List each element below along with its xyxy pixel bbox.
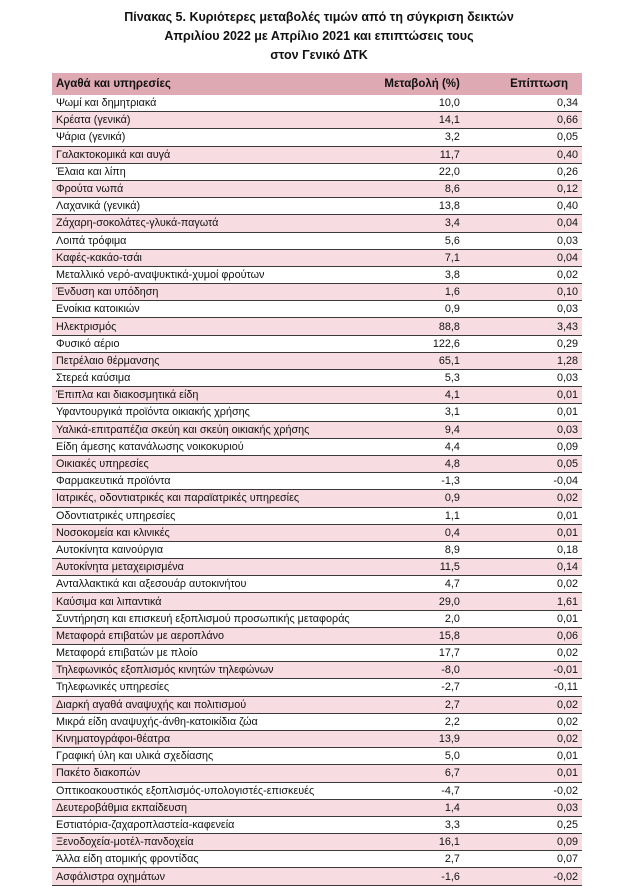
row-impact: 0,26 xyxy=(556,165,578,178)
row-item: Αυτοκίνητα καινούργια xyxy=(56,543,164,556)
row-item: Γραφική ύλη και υλικά σχεδίασης xyxy=(56,750,214,763)
row-change: 2,7 xyxy=(444,698,460,711)
row-item: Κρέατα (γενικά) xyxy=(56,114,131,127)
row-item: Συντήρηση και επισκευή εξοπλισμού προσωπικής μεταφοράς xyxy=(56,612,350,625)
table-row xyxy=(52,267,582,284)
row-item: Στερεά καύσιμα xyxy=(56,372,131,385)
row-change: 11,5 xyxy=(439,561,460,574)
row-change: 3,8 xyxy=(444,268,460,281)
table-row xyxy=(52,525,582,542)
row-impact: 0,40 xyxy=(556,148,578,161)
row-change: 10,0 xyxy=(438,97,460,110)
row-impact: 0,01 xyxy=(556,750,578,763)
table-row xyxy=(52,439,582,456)
row-item: Αυτοκίνητα μεταχειρισμένα xyxy=(56,561,184,574)
row-change: 11,7 xyxy=(439,148,460,161)
row-change: 3,4 xyxy=(444,217,460,230)
row-impact: -0,04 xyxy=(553,475,578,488)
row-impact: 0,02 xyxy=(556,578,578,591)
row-impact: -0,01 xyxy=(553,664,578,677)
table-row xyxy=(52,748,582,765)
row-impact: 0,01 xyxy=(556,526,578,539)
row-impact: 0,03 xyxy=(556,801,578,814)
row-item: Έπιπλα και διακοσμητικά είδη xyxy=(56,389,199,402)
table-row xyxy=(52,765,582,782)
row-item: Τηλεφωνικές υπηρεσίες xyxy=(56,681,170,694)
table-row xyxy=(52,645,582,662)
row-change: 0,4 xyxy=(444,526,460,539)
row-item: Πετρέλαιο θέρμανσης xyxy=(56,354,160,367)
row-change: 0,9 xyxy=(444,492,460,505)
row-item: Είδη άμεσης κατανάλωσης νοικοκυριού xyxy=(56,440,244,453)
table-row xyxy=(52,576,582,593)
row-impact: 0,10 xyxy=(556,286,578,299)
table-row xyxy=(52,404,582,421)
table-row xyxy=(52,679,582,696)
row-impact: 3,43 xyxy=(556,320,578,333)
row-change: 0,9 xyxy=(444,303,460,316)
row-item: Ξενοδοχεία-μοτέλ-πανδοχεία xyxy=(56,836,194,849)
table-row xyxy=(52,817,582,834)
table-row xyxy=(52,834,582,851)
row-item: Υφαντουργικά προϊόντα οικιακής χρήσης xyxy=(56,406,250,419)
row-item: Λοιπά τρόφιμα xyxy=(56,234,127,247)
row-impact: 0,01 xyxy=(556,389,578,402)
table-row xyxy=(52,490,582,507)
table-row xyxy=(52,714,582,731)
row-change: -1,3 xyxy=(441,475,460,488)
table-row xyxy=(52,508,582,525)
row-impact: 0,02 xyxy=(556,715,578,728)
table-row xyxy=(52,662,582,679)
row-impact: 0,18 xyxy=(556,543,578,556)
table-row xyxy=(52,233,582,250)
row-item: Μεταφορά επιβατών με αεροπλάνο xyxy=(56,629,225,642)
row-item: Ανταλλακτικά και αξεσουάρ αυτοκινήτου xyxy=(56,578,247,591)
table-row xyxy=(52,628,582,645)
row-item: Ενοίκια κατοικιών xyxy=(56,303,140,316)
row-change: 1,6 xyxy=(444,286,460,299)
row-change: 88,8 xyxy=(438,320,460,333)
row-item: Οπτικοακουστικός εξοπλισμός-υπολογιστές-επισκευές xyxy=(56,784,315,797)
row-item: Έλαια και λίπη xyxy=(56,165,126,178)
row-item: Φυσικό αέριο xyxy=(56,337,120,350)
table-row xyxy=(52,198,582,215)
row-change: 6,7 xyxy=(444,767,460,780)
table-row xyxy=(52,731,582,748)
row-change: 15,8 xyxy=(438,629,460,642)
row-impact: 0,05 xyxy=(556,131,578,144)
row-impact: 0,04 xyxy=(556,217,578,230)
row-item: Ένδυση και υπόδηση xyxy=(56,286,159,299)
row-change: 5,3 xyxy=(444,372,460,385)
row-change: 2,7 xyxy=(444,853,460,866)
row-change: 122,6 xyxy=(432,337,460,350)
row-change: 4,8 xyxy=(444,458,460,471)
row-item: Ψάρια (γενικά) xyxy=(56,131,126,144)
row-impact: 0,01 xyxy=(556,406,578,419)
table-row xyxy=(52,353,582,370)
row-item: Υαλικά-επιτραπέζια σκεύη και σκεύη οικιακής χρήσης xyxy=(56,423,310,436)
row-impact: 0,02 xyxy=(556,268,578,281)
table-row xyxy=(52,129,582,146)
table-row xyxy=(52,611,582,628)
row-change: 4,1 xyxy=(444,389,460,402)
row-item: Κινηματογράφοι-θέατρα xyxy=(56,733,171,746)
row-impact: 0,04 xyxy=(556,251,578,264)
row-impact: 0,03 xyxy=(556,372,578,385)
price-changes-table xyxy=(52,73,582,886)
row-impact: 0,14 xyxy=(556,561,578,574)
row-impact: 0,03 xyxy=(556,423,578,436)
row-change: 5,6 xyxy=(444,234,460,247)
row-item: Ψωμί και δημητριακά xyxy=(56,97,157,110)
row-impact: -0,02 xyxy=(553,784,578,797)
row-impact: 0,01 xyxy=(556,767,578,780)
table-row xyxy=(52,147,582,164)
row-change: -4,7 xyxy=(441,784,460,797)
row-change: 9,4 xyxy=(444,423,460,436)
row-impact: 0,40 xyxy=(556,200,578,213)
table-row xyxy=(52,868,582,885)
row-change: 29,0 xyxy=(438,595,460,608)
row-change: 22,0 xyxy=(438,165,460,178)
row-change: 5,0 xyxy=(444,750,460,763)
row-item: Μικρά είδη αναψυχής-άνθη-κατοικίδια ζώα xyxy=(56,715,258,728)
row-impact: 1,61 xyxy=(556,595,578,608)
row-item: Ζάχαρη-σοκολάτες-γλυκά-παγωτά xyxy=(56,217,219,230)
row-impact: 0,34 xyxy=(556,97,578,110)
row-change: -1,6 xyxy=(441,870,460,883)
row-change: 14,1 xyxy=(438,114,460,127)
row-item: Φρούτα νωπά xyxy=(56,183,124,196)
row-item: Μεταφορά επιβατών με πλοίο xyxy=(56,647,198,660)
table-row xyxy=(52,215,582,232)
row-change: 8,6 xyxy=(444,183,460,196)
row-change: -8,0 xyxy=(441,664,460,677)
row-change: 3,2 xyxy=(444,131,460,144)
row-item: Ηλεκτρισμός xyxy=(56,320,117,333)
row-item: Καύσιμα και λιπαντικά xyxy=(56,595,162,608)
table-row xyxy=(52,387,582,404)
row-impact: 0,02 xyxy=(556,492,578,505)
row-impact: 0,02 xyxy=(556,647,578,660)
table-row xyxy=(52,164,582,181)
table-title xyxy=(0,8,638,65)
row-item: Μεταλλικό νερό-αναψυκτικά-χυμοί φρούτων xyxy=(56,268,265,281)
table-row xyxy=(52,301,582,318)
row-item: Οικιακές υπηρεσίες xyxy=(56,458,149,471)
table-row xyxy=(52,783,582,800)
row-impact: 0,02 xyxy=(556,733,578,746)
row-item: Ασφάλιστρα οχημάτων xyxy=(56,870,166,883)
title-line-1: Πίνακας 5. Κυριότερες μεταβολές τιμών από τη σύγκριση δεικτών xyxy=(124,10,514,24)
row-item: Οδοντιατρικές υπηρεσίες xyxy=(56,509,176,522)
table-row xyxy=(52,336,582,353)
table-row xyxy=(52,422,582,439)
table-row xyxy=(52,851,582,868)
row-change: 3,3 xyxy=(444,818,460,831)
row-change: 17,7 xyxy=(438,647,460,660)
row-change: 7,1 xyxy=(444,251,460,264)
title-line-2: Απριλίου 2022 με Απρίλιο 2021 και επιπτώσεις τους xyxy=(164,29,474,43)
row-item: Εστιατόρια-ζαχαροπλαστεία-καφενεία xyxy=(56,818,235,831)
row-impact: 0,02 xyxy=(556,698,578,711)
row-change: 8,9 xyxy=(444,543,460,556)
table-row xyxy=(52,181,582,198)
row-impact: 0,03 xyxy=(556,234,578,247)
row-change: -2,7 xyxy=(441,681,460,694)
table-row xyxy=(52,542,582,559)
row-item: Νοσοκομεία και κλινικές xyxy=(56,526,170,539)
row-change: 2,2 xyxy=(444,715,460,728)
table-row xyxy=(52,95,582,112)
header-impact: Επίπτωση xyxy=(510,78,568,90)
table-header xyxy=(52,73,582,95)
row-impact: 0,05 xyxy=(556,458,578,471)
row-impact: 0,03 xyxy=(556,303,578,316)
row-item: Δευτεροβάθμια εκπαίδευση xyxy=(56,801,188,814)
row-change: 65,1 xyxy=(438,354,460,367)
row-impact: 0,25 xyxy=(556,818,578,831)
row-impact: -0,11 xyxy=(554,681,578,694)
table-row xyxy=(52,559,582,576)
row-item: Διαρκή αγαθά αναψυχής και πολιτισμού xyxy=(56,698,247,711)
row-impact: 0,01 xyxy=(556,612,578,625)
table-row xyxy=(52,318,582,335)
row-item: Ιατρικές, οδοντιατρικές και παραϊατρικές υπηρεσίες xyxy=(56,492,300,505)
title-line-3: στον Γενικό ΔΤΚ xyxy=(270,48,368,62)
row-change: 13,9 xyxy=(438,733,460,746)
row-impact: 0,06 xyxy=(556,629,578,642)
table-body xyxy=(52,95,582,886)
row-change: 1,4 xyxy=(444,801,460,814)
table-row xyxy=(52,800,582,817)
row-change: 2,0 xyxy=(444,612,460,625)
row-impact: -0,02 xyxy=(553,870,578,883)
row-change: 16,1 xyxy=(438,836,460,849)
table-row xyxy=(52,250,582,267)
row-item: Λαχανικά (γενικά) xyxy=(56,200,141,213)
table-row xyxy=(52,473,582,490)
row-item: Πακέτο διακοπών xyxy=(56,767,141,780)
row-impact: 0,66 xyxy=(556,114,578,127)
row-impact: 0,09 xyxy=(556,836,578,849)
header-change: Μεταβολή (%) xyxy=(384,78,460,90)
table-row xyxy=(52,284,582,301)
row-item: Τηλεφωνικός εξοπλισμός κινητών τηλεφώνων xyxy=(56,664,274,677)
row-item: Φαρμακευτικά προϊόντα xyxy=(56,475,171,488)
table-row xyxy=(52,593,582,610)
table-row xyxy=(52,697,582,714)
row-item: Άλλα είδη ατομικής φροντίδας xyxy=(56,853,199,866)
row-change: 4,4 xyxy=(444,440,460,453)
row-impact: 0,29 xyxy=(556,337,578,350)
row-change: 1,1 xyxy=(444,509,460,522)
table-row xyxy=(52,456,582,473)
row-impact: 0,07 xyxy=(556,853,578,866)
row-change: 13,8 xyxy=(438,200,460,213)
table-row xyxy=(52,112,582,129)
row-impact: 0,01 xyxy=(556,509,578,522)
row-impact: 1,28 xyxy=(556,354,578,367)
row-impact: 0,09 xyxy=(556,440,578,453)
header-goods-services: Αγαθά και υπηρεσίες xyxy=(56,78,171,90)
row-item: Καφές-κακάο-τσάι xyxy=(56,251,142,264)
row-item: Γαλακτοκομικά και αυγά xyxy=(56,148,171,161)
row-change: 4,7 xyxy=(444,578,460,591)
row-change: 3,1 xyxy=(444,406,460,419)
table-row xyxy=(52,370,582,387)
row-impact: 0,12 xyxy=(556,183,578,196)
